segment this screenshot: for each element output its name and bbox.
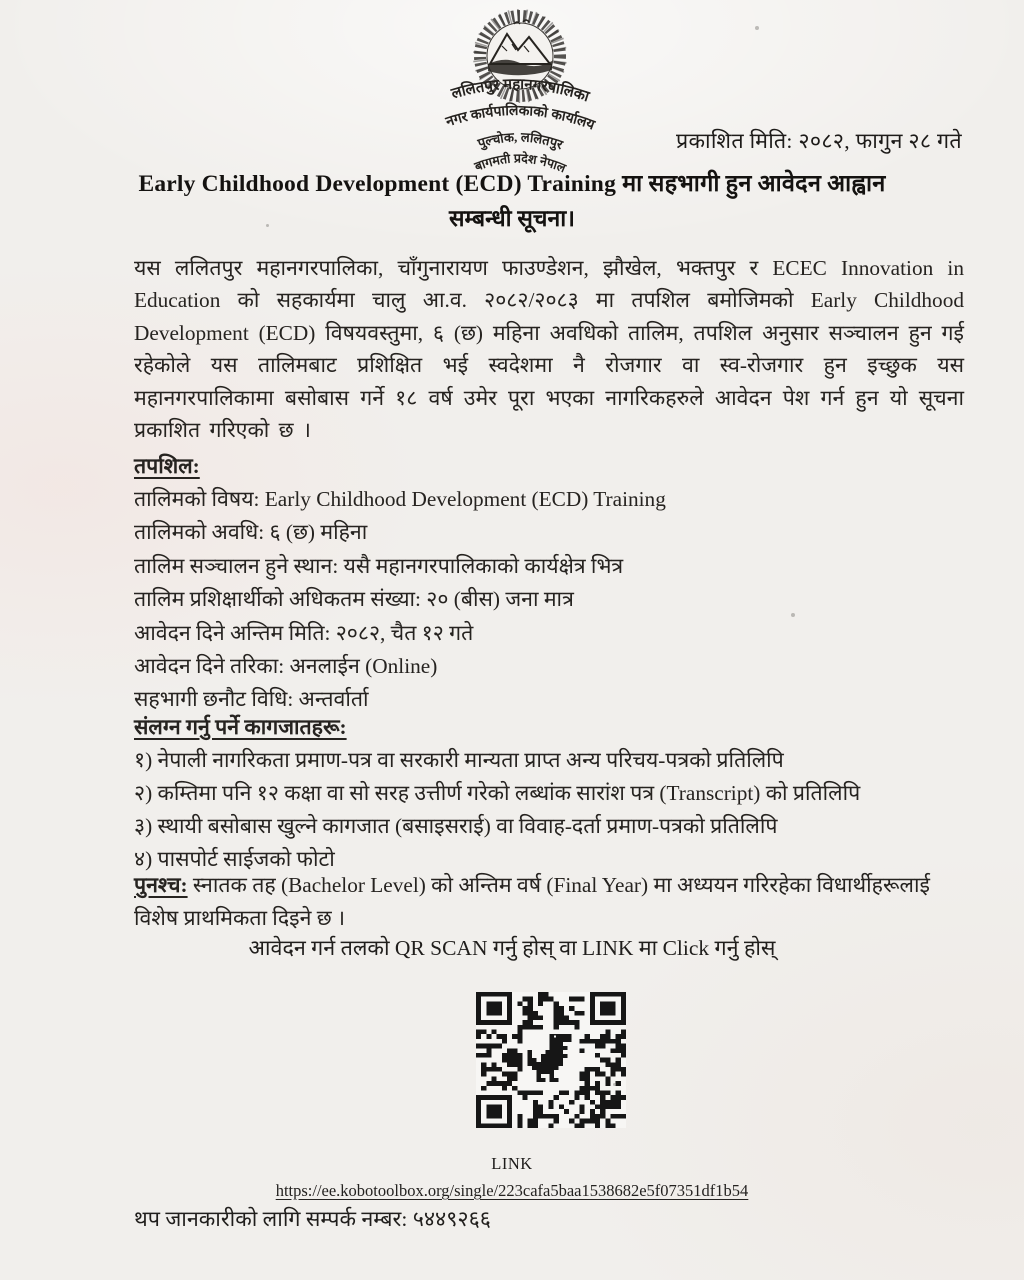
scan-speck xyxy=(613,1083,616,1086)
postscript-note xyxy=(134,869,934,934)
detail-item: तालिमको अवधि: ६ (छ) महिना xyxy=(134,520,368,545)
logo-org-name: ललितपुर महानगरपालिका xyxy=(449,76,592,106)
link-label: LINK xyxy=(491,1154,533,1173)
svg-text:पुल्चोक, ललितपुर xyxy=(475,129,565,152)
detail-item: तालिम प्रशिक्षार्थीको अधिकतम संख्या: २० (बीस) जना मात्र xyxy=(134,587,574,612)
details-section xyxy=(134,450,974,717)
documents-list xyxy=(134,744,994,876)
detail-item: तालिमको विषय: Early Childhood Development (ECD) Training xyxy=(134,487,666,511)
logo-office-name: नगर कार्यपालिकाको कार्यालय xyxy=(444,103,597,134)
logo-location: पुल्चोक, ललितपुर xyxy=(475,129,565,153)
postscript-text: स्नातक तह (Bachelor Level) को अन्तिम वर्ष (Final Year) मा अध्ययन गरिरहेका विधार्थीहरूलाई विशेष प्राथमिकता दिइने छ । xyxy=(134,873,930,930)
emblem-graphic xyxy=(402,4,638,180)
documents-section xyxy=(134,711,994,876)
intro-paragraph: यस ललितपुर महानगरपालिका, चाँगुनारायण फाउण्डेशन, झौखेल, भक्तपुर र ECEC Innovation in Education को सहकार्यमा चालु आ.व. २०८२/२०८३ मा तपशिल बमोजिमको Early Childhood Development (ECD) विषयवस्तुमा, ६ (छ) महिना अवधिको तालिम, तपशिल अनुसार सञ्चालन हुन गई रहेकोले यस तालिमबाट प्रशिक्षित भई स्वदेशमा नै रोजगार वा स्व-रोजगार हुन इच्छुक यस महानगरपालिकामा बसोबास गर्ने १८ वर्ष उमेर पूरा भएका नागरिकहरुले आवेदन पेश गर्न हुन यो सूचना प्रकाशित गरिएको छ । xyxy=(134,256,964,443)
svg-text:ललितपुर महानगरपालिका xyxy=(449,77,592,106)
contact-number-line: थप जानकारीको लागि सम्पर्क नम्बर: ५४४९२६६ xyxy=(134,1207,491,1231)
document-item: २) कम्तिमा पनि १२ कक्षा वा सो सरह उत्तीर्ण गरेको लब्धांक सारांश पत्र (Transcript) को प्रतिलिपि xyxy=(134,781,861,805)
municipality-logo xyxy=(402,4,638,180)
details-list xyxy=(134,483,974,717)
notice-title-line1: Early Childhood Development (ECD) Training मा सहभागी हुन आवेदन आह्वान xyxy=(138,171,886,197)
svg-text:नगर कार्यपालिकाको कार्यालय xyxy=(443,102,597,134)
application-link[interactable] xyxy=(0,1181,1024,1201)
qr-code xyxy=(476,992,626,1128)
notice-title-line2: सम्बन्धी सूचना। xyxy=(449,206,575,231)
document-item: १) नेपाली नागरिकता प्रमाण-पत्र वा सरकारी मान्यता प्राप्त अन्य परिचय-पत्रको प्रतिलिपि xyxy=(134,748,784,772)
document-item: ३) स्थायी बसोबास खुल्ने कागजात (बसाइसराई) वा विवाह-दर्ता प्रमाण-पत्रको प्रतिलिपि xyxy=(134,814,778,838)
document-item: ४) पासपोर्ट साईजको फोटो xyxy=(134,847,335,871)
detail-item: आवेदन दिने अन्तिम मिति: २०८२, चैत १२ गते xyxy=(134,620,474,645)
qr-code-graphic xyxy=(476,992,626,1128)
notice-title xyxy=(0,166,1024,235)
postscript-label: पुनश्च: xyxy=(134,873,188,897)
published-date: प्रकाशित मिति: २०८२, फागुन २८ गते xyxy=(675,129,962,153)
scan-speck xyxy=(755,26,759,30)
detail-item: तालिम सञ्चालन हुने स्थान: यसै महानगरपालिकाको कार्यक्षेत्र भित्र xyxy=(134,553,624,578)
documents-heading: संलग्न गर्नु पर्ने कागजातहरू: xyxy=(134,715,347,739)
qr-instruction: आवेदन गर्न तलको QR SCAN गर्नु होस् वा LINK मा Click गर्नु होस् xyxy=(248,936,776,960)
details-heading: तपशिल: xyxy=(134,454,200,478)
scan-speck xyxy=(266,224,269,227)
detail-item: सहभागी छनौट विधि: अन्तर्वार्ता xyxy=(134,687,369,712)
scan-speck xyxy=(791,613,795,617)
logo-province: बागमती प्रदेश नेपाल xyxy=(472,151,568,176)
application-link-anchor[interactable]: https://ee.kobotoolbox.org/single/223cafa5baa1538682e5f07351df1b54 xyxy=(275,1181,749,1200)
detail-item: आवेदन दिने तरिका: अनलाईन (Online) xyxy=(134,654,438,679)
